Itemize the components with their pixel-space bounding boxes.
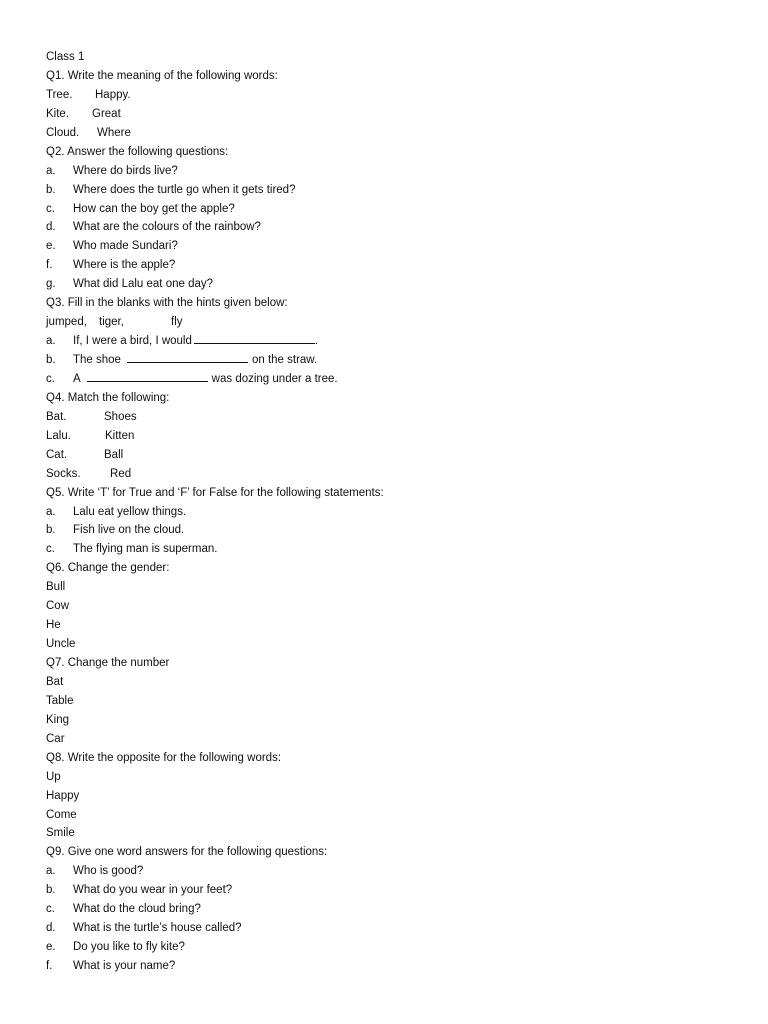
item-text: How can the boy get the apple? xyxy=(73,202,235,215)
item-label: a. xyxy=(46,335,56,348)
item-text: What is the turtle’s house called? xyxy=(73,922,242,935)
q1-row xyxy=(46,124,746,143)
q6-word: Bull xyxy=(46,581,66,594)
worksheet xyxy=(46,48,746,976)
item-text: Where do birds live? xyxy=(73,164,178,177)
q2-item xyxy=(46,162,746,181)
q1-word-a: Cloud. xyxy=(46,126,80,139)
item-text: What do you wear in your feet? xyxy=(73,884,233,897)
match-right: Shoes xyxy=(104,410,137,423)
item-text-after: was dozing under a tree. xyxy=(211,372,338,385)
item-text-before: The shoe xyxy=(73,354,121,366)
item-label: c. xyxy=(46,903,55,916)
item-label: b. xyxy=(46,884,56,897)
hint-word: tiger, xyxy=(99,316,124,329)
item-label: a. xyxy=(46,865,56,878)
item-label: a. xyxy=(46,164,56,177)
item-label: f. xyxy=(46,259,53,272)
q2-heading: Q2. Answer the following questions: xyxy=(46,145,229,158)
item-label: c. xyxy=(46,543,55,556)
q6-word: He xyxy=(46,619,61,632)
q5-item xyxy=(46,540,746,559)
q8-word: Up xyxy=(46,770,61,783)
q4-row xyxy=(46,408,746,427)
q2-item xyxy=(46,181,746,200)
q6-word: Cow xyxy=(46,600,70,613)
q9-item xyxy=(46,938,746,957)
answer-blank[interactable] xyxy=(194,332,315,344)
q5-heading: Q5. Write ‘T’ for True and ‘F’ for False for the following statements: xyxy=(46,486,384,499)
item-text: Where does the turtle go when it gets tired? xyxy=(73,183,296,196)
item-text: Lalu eat yellow things. xyxy=(73,505,187,518)
q7-word: Table xyxy=(46,694,74,707)
q3-heading: Q3. Fill in the blanks with the hints given below: xyxy=(46,297,288,310)
q1-word-b: Where xyxy=(97,126,131,139)
q6-word: Uncle xyxy=(46,638,76,651)
q9-item xyxy=(46,900,746,919)
item-text: Fish live on the cloud. xyxy=(73,524,185,537)
item-text: Who made Sundari? xyxy=(73,240,178,253)
item-text-before: If, I were a bird, I would xyxy=(73,335,192,348)
item-label: f. xyxy=(46,960,53,972)
q3-item xyxy=(46,332,746,351)
q5-item xyxy=(46,521,746,540)
q2-item xyxy=(46,218,746,237)
item-text: The flying man is superman. xyxy=(73,543,218,556)
item-text-before: A xyxy=(73,372,81,385)
item-label: b. xyxy=(46,524,56,537)
q9-heading: Q9. Give one word answers for the following questions: xyxy=(46,846,328,859)
item-text: What is your name? xyxy=(73,960,176,972)
item-label: e. xyxy=(46,941,56,954)
q1-word-b: Great xyxy=(92,107,121,120)
item-label: d. xyxy=(46,221,56,234)
q1-word-a: Kite. xyxy=(46,107,70,120)
q1-word-a: Tree. xyxy=(46,88,73,101)
q5-item xyxy=(46,503,746,522)
q8-heading: Q8. Write the opposite for the following words: xyxy=(46,751,282,764)
item-label: c. xyxy=(46,372,55,385)
q1-word-b: Happy. xyxy=(95,88,131,101)
match-left: Socks. xyxy=(46,467,81,480)
q4-row xyxy=(46,465,746,484)
item-text: Who is good? xyxy=(73,865,144,878)
q2-item xyxy=(46,256,746,275)
q7-heading: Q7. Change the number xyxy=(46,657,170,669)
item-text: What did Lalu eat one day? xyxy=(73,278,214,291)
answer-blank[interactable] xyxy=(87,370,208,382)
q3-item xyxy=(46,351,746,370)
match-right: Ball xyxy=(104,448,124,461)
q7-word: Bat xyxy=(46,675,64,688)
q7-word: Car xyxy=(46,732,65,745)
match-left: Cat. xyxy=(46,448,68,461)
item-text: Do you like to fly kite? xyxy=(73,941,185,954)
q9-item xyxy=(46,919,746,938)
q1-row xyxy=(46,86,746,105)
q7-word: King xyxy=(46,713,70,726)
q9-item xyxy=(46,862,746,881)
q1-heading: Q1. Write the meaning of the following words: xyxy=(46,69,278,82)
item-text-after: on the straw. xyxy=(251,354,318,366)
item-text-after: . xyxy=(314,335,319,348)
match-left: Bat. xyxy=(46,410,67,423)
q2-item xyxy=(46,237,746,256)
q9-item xyxy=(46,881,746,900)
item-label: e. xyxy=(46,240,56,253)
match-right: Red xyxy=(110,467,132,480)
item-label: a. xyxy=(46,505,56,518)
q4-row xyxy=(46,446,746,465)
q3-hints xyxy=(46,313,746,332)
q8-word: Happy xyxy=(46,789,80,802)
q4-row xyxy=(46,427,746,446)
q4-heading: Q4. Match the following: xyxy=(46,391,170,404)
q8-word: Smile xyxy=(46,827,75,840)
q2-item xyxy=(46,200,746,219)
hint-word: fly xyxy=(171,316,183,329)
item-label: d. xyxy=(46,922,56,935)
item-label: b. xyxy=(46,354,56,366)
q9-item xyxy=(46,957,746,976)
class-title: Class 1 xyxy=(46,51,85,63)
item-text: What do the cloud bring? xyxy=(73,903,201,916)
q1-row xyxy=(46,105,746,124)
q3-item xyxy=(46,370,746,389)
item-text: Where is the apple? xyxy=(73,259,176,272)
item-text: What are the colours of the rainbow? xyxy=(73,221,261,234)
q8-word: Come xyxy=(46,808,77,821)
q6-heading: Q6. Change the gender: xyxy=(46,562,170,575)
match-right: Kitten xyxy=(105,429,135,442)
item-label: g. xyxy=(46,278,56,291)
item-label: c. xyxy=(46,202,55,215)
q2-item xyxy=(46,275,746,294)
item-label: b. xyxy=(46,183,56,196)
hint-word: jumped, xyxy=(46,316,87,329)
match-left: Lalu. xyxy=(46,429,71,442)
answer-blank[interactable] xyxy=(127,351,248,363)
